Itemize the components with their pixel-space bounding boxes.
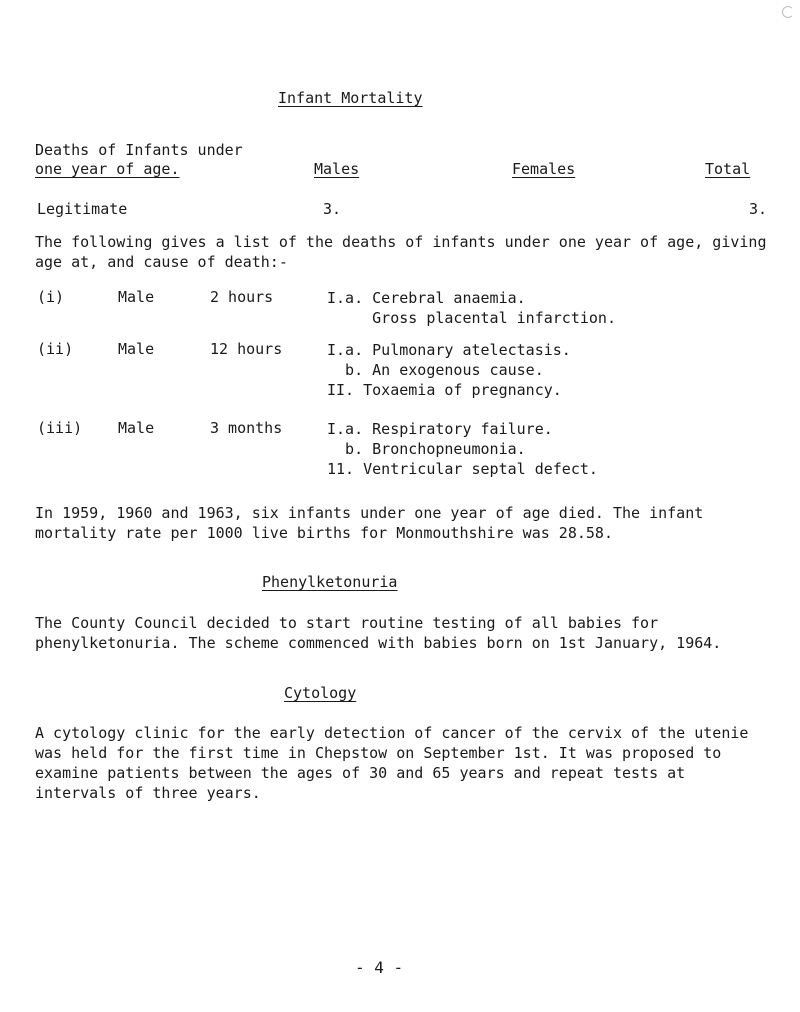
cell-males: 3. xyxy=(323,200,342,218)
page-title: Infant Mortality xyxy=(278,89,423,107)
case-age: 2 hours xyxy=(210,288,274,306)
case-sex: Male xyxy=(118,288,155,306)
case-number: (ii) xyxy=(37,340,74,358)
corner-mark xyxy=(782,6,794,18)
cell-total: 3. xyxy=(749,200,768,218)
case-number: (iii) xyxy=(37,419,83,437)
intro-paragraph: The following gives a list of the deaths of infants under one year of age, giving age at, and cause of death:- xyxy=(35,233,767,271)
case-cause: 11. Ventricular septal defect. xyxy=(327,460,598,478)
case-age: 3 months xyxy=(210,419,283,437)
phenylketonuria-paragraph: The County Council decided to start routine testing of all babies for phenylketonuria. The scheme commenced with babies born on 1st January, 1964. xyxy=(35,614,722,652)
case-sex: Male xyxy=(118,419,155,437)
case-number: (i) xyxy=(37,288,65,306)
column-header-males: Males xyxy=(314,160,360,178)
table-heading-line2: one year of age. xyxy=(35,160,180,178)
section-heading-cytology: Cytology xyxy=(284,684,357,702)
table-heading-line1: Deaths of Infants under xyxy=(35,141,243,159)
page-number: - 4 - xyxy=(355,958,404,977)
case-cause: b. Bronchopneumonia. xyxy=(327,440,526,458)
case-age: 12 hours xyxy=(210,340,283,358)
column-header-females: Females xyxy=(512,160,576,178)
case-cause: I.a. Respiratory failure. xyxy=(327,420,553,438)
case-cause: Gross placental infarction. xyxy=(327,309,616,327)
case-cause: b. An exogenous cause. xyxy=(327,361,544,379)
cytology-paragraph: A cytology clinic for the early detection of cancer of the cervix of the utenie was held for the first time in Chepstow on September 1st. It was proposed to examine patients between the ages of 30 and 65 years and repeat tests at intervals of three years. xyxy=(35,724,749,802)
row-label-legitimate: Legitimate xyxy=(37,200,128,218)
case-cause: II. Toxaemia of pregnancy. xyxy=(327,381,562,399)
case-cause: I.a. Cerebral anaemia. xyxy=(327,289,526,307)
column-header-total: Total xyxy=(705,160,751,178)
section-heading-phenylketonuria: Phenylketonuria xyxy=(262,573,398,591)
case-cause: I.a. Pulmonary atelectasis. xyxy=(327,341,571,359)
summary-paragraph: In 1959, 1960 and 1963, six infants under one year of age died. The infant mortality rate per 1000 live births for Monmouthshire was 28.58. xyxy=(35,504,704,542)
case-sex: Male xyxy=(118,340,155,358)
